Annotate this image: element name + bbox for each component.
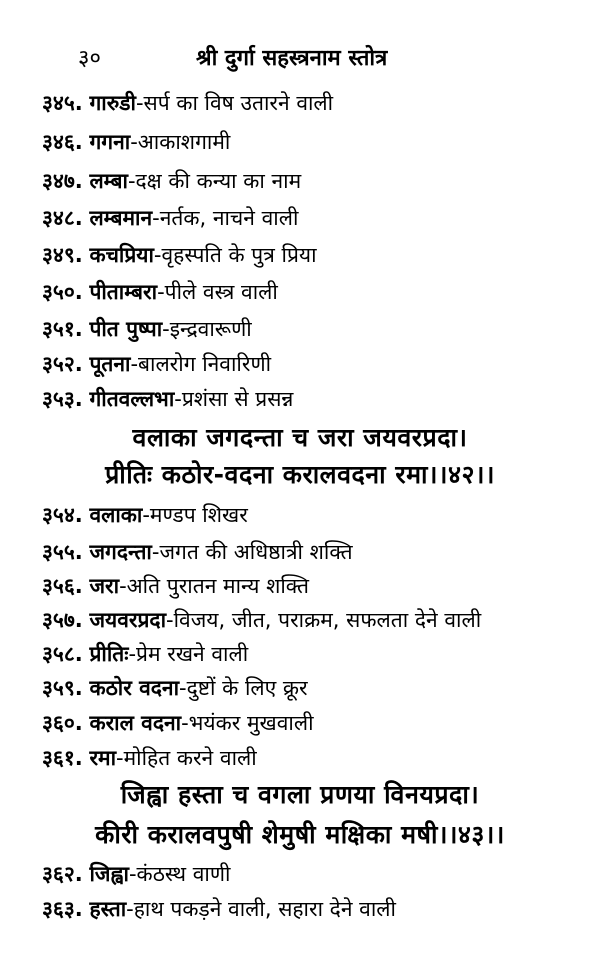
shloka-line: प्रीतिः कठोर-वदना करालवदना रमा।।४२।। xyxy=(105,460,495,489)
shloka-line: कीरी करालवपुषी शेमुषी मक्षिका मषी।।४३।। xyxy=(95,820,505,849)
list-item: ३४५. गारुडी-सर्प का विष उतारने वाली xyxy=(42,91,334,115)
list-item: ३५४. वलाका-मण्डप शिखर xyxy=(42,503,248,527)
list-item: ३५९. कठोर वदना-दुष्टों के लिए क्रूर xyxy=(42,676,308,700)
list-item: ३४६. गगना-आकाशगामी xyxy=(42,130,231,154)
list-item: ३५५. जगदन्ता-जगत की अधिष्ठात्री शक्ति xyxy=(42,540,353,564)
shloka-line: जिह्वा हस्ता च वगला प्रणया विनयप्रदा। xyxy=(120,780,480,809)
list-item: ३५२. पूतना-बालरोग निवारिणी xyxy=(42,352,272,376)
shloka-line: वलाका जगदन्ता च जरा जयवरप्रदा। xyxy=(132,423,468,452)
list-item: ३५१. पीत पुष्पा-इन्द्रवारूणी xyxy=(42,317,252,341)
list-item: ३५७. जयवरप्रदा-विजय, जीत, पराक्रम, सफलता देने वाली xyxy=(42,608,482,632)
page-number: ३० xyxy=(78,46,101,71)
list-item: ३४८. लम्बमान-नर्तक, नाचने वाली xyxy=(42,206,299,230)
list-item: ३५०. पीताम्बरा-पीले वस्त्र वाली xyxy=(42,280,278,304)
list-item: ३५८. प्रीतिः-प्रेम रखने वाली xyxy=(42,642,249,666)
list-item: ३६२. जिह्वा-कंठस्थ वाणी xyxy=(42,862,231,886)
page-header xyxy=(78,36,560,76)
list-item: ३५६. जरा-अति पुरातन मान्य शक्ति xyxy=(42,574,310,598)
page-title: श्री दुर्गा सहस्त्रनाम स्तोत्र xyxy=(196,46,388,71)
list-item: ३६१. रमा-मोहित करने वाली xyxy=(42,746,257,770)
list-item: ३६०. कराल वदना-भयंकर मुखवाली xyxy=(42,711,314,735)
list-item: ३४७. लम्बा-दक्ष की कन्या का नाम xyxy=(42,169,302,193)
list-item: ३५३. गीतवल्लभा-प्रशंसा से प्रसन्न xyxy=(42,387,294,411)
list-item: ३६३. हस्ता-हाथ पकड़ने वाली, सहारा देने वाली xyxy=(42,897,396,921)
list-item: ३४९. कचप्रिया-वृहस्पति के पुत्र प्रिया xyxy=(42,243,317,267)
